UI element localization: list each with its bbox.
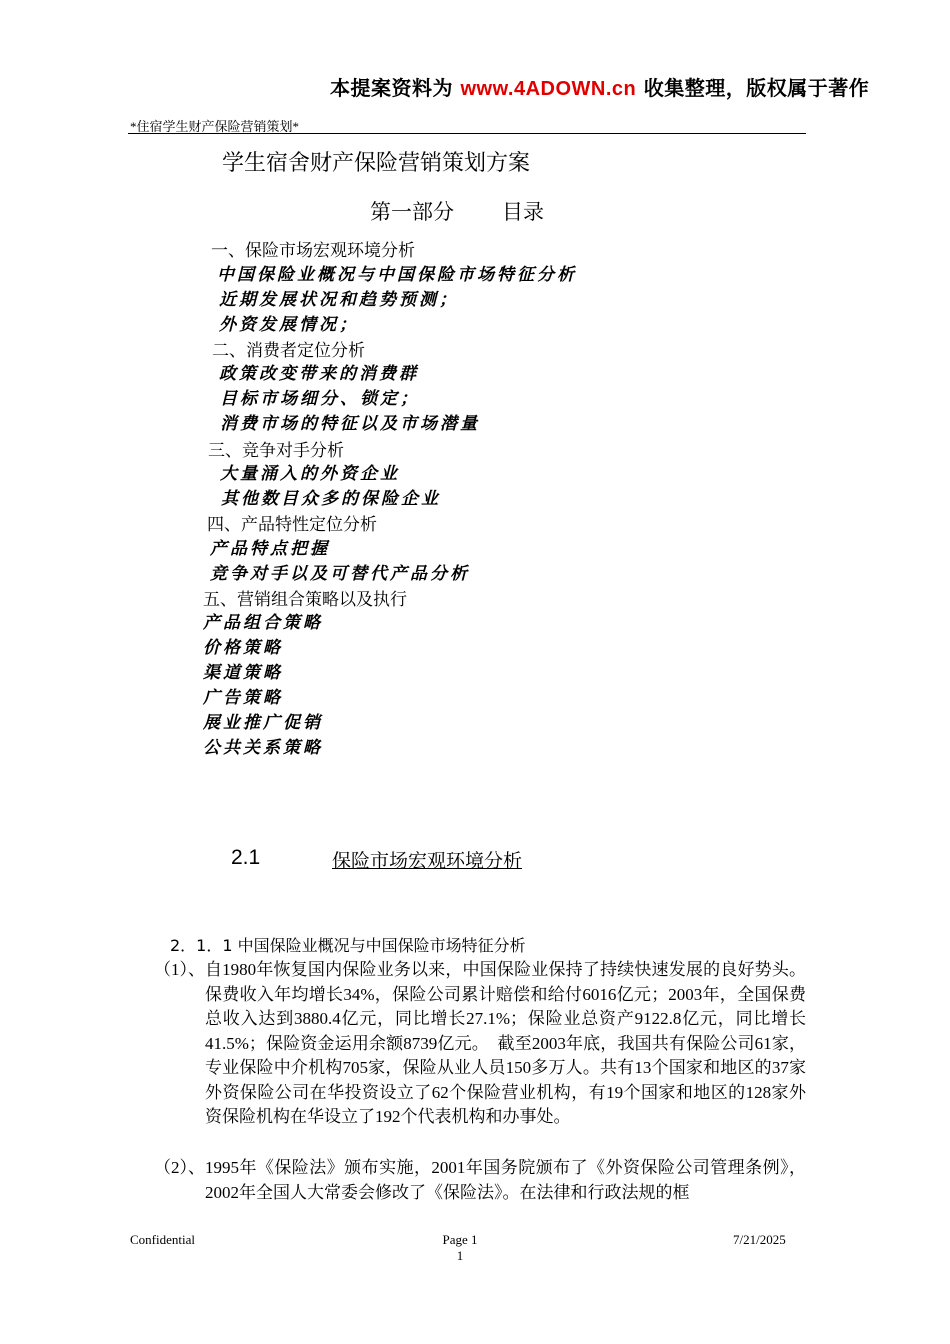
- toc-item: 四、产品特性定位分析: [207, 515, 377, 535]
- paragraph-label: （1）、: [154, 960, 205, 979]
- toc-item: 外资发展情况；: [219, 315, 359, 335]
- body-paragraph: [154, 958, 806, 1130]
- toc-item: 大量涌入的外资企业: [220, 464, 400, 484]
- toc-item: 中国保险业概况与中国保险市场特征分析: [217, 265, 577, 285]
- footer-page-label: Page 1: [442, 1232, 478, 1247]
- banner-prefix: 本提案资料为: [330, 76, 461, 100]
- toc-item: 产品特点把握: [210, 539, 330, 559]
- toc-item: 消费市场的特征以及市场潜量: [220, 414, 480, 434]
- document-title: 学生宿舍财产保险营销策划方案: [222, 151, 531, 176]
- toc-item: 价格策略: [203, 638, 283, 658]
- copyright-banner: [330, 72, 869, 101]
- section-title: 保险市场宏观环境分析: [332, 850, 523, 872]
- toc-item: 政策改变带来的消费群: [219, 364, 419, 384]
- banner-suffix: 收集整理，版权属于著作: [636, 76, 870, 100]
- toc-item: 二、消费者定位分析: [212, 341, 365, 361]
- toc-item: 三、竞争对手分析: [208, 441, 344, 461]
- toc-item: 广告策略: [203, 688, 283, 708]
- footer-date: 7/21/2025: [733, 1232, 786, 1247]
- toc-item: 展业推广促销: [203, 713, 323, 733]
- toc-item: 竞争对手以及可替代产品分析: [210, 564, 470, 584]
- part-title: [370, 196, 544, 226]
- footer-page: [430, 1232, 490, 1264]
- toc-item: 产品组合策略: [203, 613, 323, 633]
- footer-confidential: Confidential: [130, 1232, 195, 1247]
- toc-item: 公共关系策略: [203, 738, 323, 758]
- toc-item: 目标市场细分、锁定；: [220, 389, 420, 409]
- paragraph-text: 1995年《保险法》颁布实施，2001年国务院颁布了《外资保险公司管理条例》，2002年全国人大常委会修改了《保险法》。在法律和行政法规的框: [205, 1158, 806, 1202]
- body-paragraph: [154, 1156, 806, 1205]
- footer-page-number: 1: [456, 1248, 464, 1263]
- toc-item: 近期发展状况和趋势预测；: [219, 290, 459, 310]
- part-label: 第一部分: [370, 200, 454, 224]
- subsection-title: 2．1．1 中国保险业概况与中国保险市场特征分析: [170, 936, 526, 955]
- banner-url: www.4ADOWN.cn: [460, 78, 637, 100]
- paragraph-text: 自1980年恢复国内保险业务以来，中国保险业保持了持续快速发展的良好势头。保费收入年均增长34%，保险公司累计赔偿和给付6016亿元；2003年，全国保费总收入达到3880.4亿元，同比增长27.1%；保险业总资产9122.8亿元，同比增长41.5%；保险资金运用余额8739亿元。 截至2003年底，我国共有保险公司61家，专业保险中介机构705家，保险从业人员150多万人。共有13个国家和地区的37家外资保险公司在华投资设立了62个保险营业机构，有19个国家和地区的128家外资保险机构在华设立了192个代表机构和办事处。: [205, 960, 806, 1126]
- toc-item: 五、营销组合策略以及执行: [203, 590, 407, 610]
- paragraph-label: （2）、: [154, 1158, 205, 1177]
- part-name: 目录: [502, 200, 544, 224]
- section-number: 2.1: [231, 846, 261, 869]
- header-label: *住宿学生财产保险营销策划*: [130, 119, 300, 134]
- header-rule: [128, 133, 806, 134]
- toc-item: 渠道策略: [203, 663, 283, 683]
- toc-item: 其他数目众多的保险企业: [221, 489, 441, 509]
- toc-item: 一、保险市场宏观环境分析: [211, 241, 415, 261]
